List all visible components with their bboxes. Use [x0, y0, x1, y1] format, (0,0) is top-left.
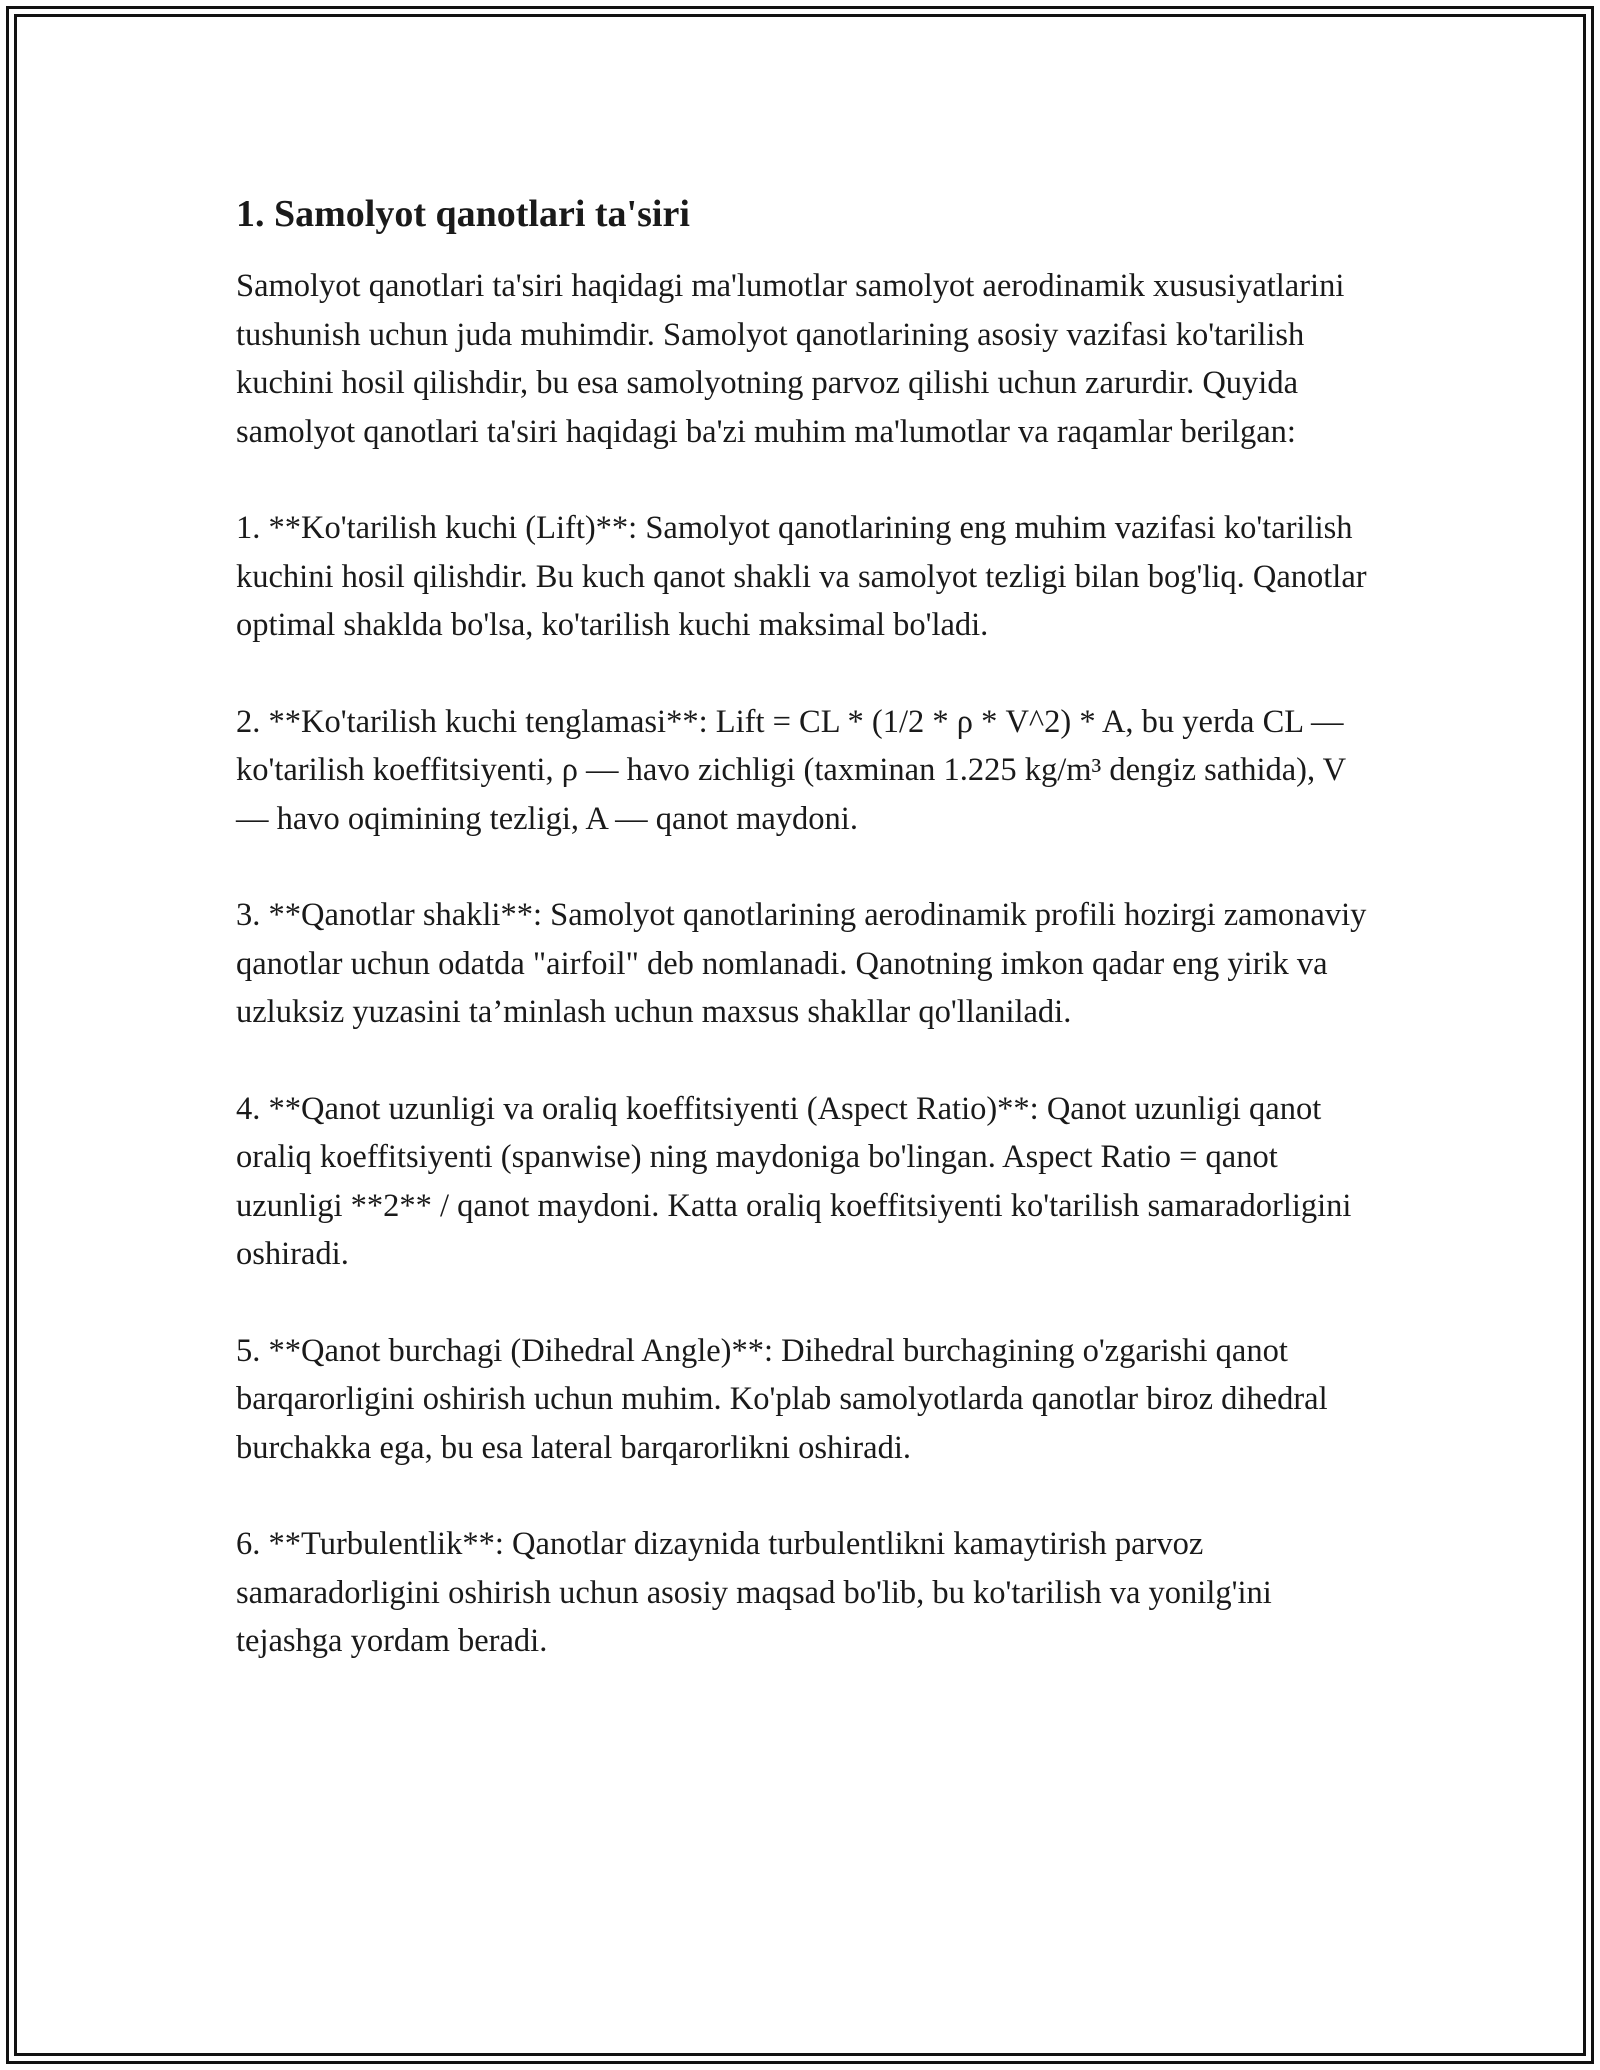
paragraph-wing-shape: 3. **Qanotlar shakli**: Samolyot qanotlarining aerodinamik profili hozirgi zamonaviy qanotlar uchun odatda "airfoil" deb nomlanadi. Qanotning imkon qadar eng yirik va uzluksiz yuzasini ta’minlash uchun maxsus shakllar qo'llaniladi.	[236, 897, 1367, 1030]
paragraph-lift-equation: 2. **Ko'tarilish kuchi tenglamasi**: Lift = CL * (1/2 * ρ * V^2) * A, bu yerda CL — ko'tarilish koeffitsiyenti, ρ — havo zichligi (taxminan 1.225 kg/m³ dengiz sathida), V — havo oqimining tezligi, A — qanot maydoni.	[236, 703, 1346, 837]
intro-paragraph: Samolyot qanotlari ta'siri haqidagi ma'lumotlar samolyot aerodinamik xususiyatlarini tushunish uchun juda muhimdir. Samolyot qanotlarining asosiy vazifasi ko'tarilish kuchini hosil qilishdir, bu esa samolyotning parvoz qilishi uchun zarurdir. Quyida samolyot qanotlari ta'siri haqidagi ba'zi muhim ma'lumotlar va raqamlar berilgan:	[236, 268, 1345, 450]
paragraph-aspect-ratio: 4. **Qanot uzunligi va oraliq koeffitsiyenti (Aspect Ratio)**: Qanot uzunligi qanot oraliq koeffitsiyenti (spanwise) ning maydoniga bo'lingan. Aspect Ratio = qanot uzunligi **2** / qanot maydoni. Katta oraliq koeffitsiyenti ko'tarilish samaradorligini oshiradi.	[236, 1090, 1352, 1272]
document-title: 1. Samolyot qanotlari ta'siri	[236, 193, 690, 235]
paragraph-turbulence: 6. **Turbulentlik**: Qanotlar dizaynida turbulentlikni kamaytirish parvoz samaradorligini oshirish uchun asosiy maqsad bo'lib, bu ko'tarilish va yonilg'ini tejashga yordam beradi.	[236, 1526, 1272, 1659]
paragraph-dihedral-angle: 5. **Qanot burchagi (Dihedral Angle)**: Dihedral burchagining o'zgarishi qanot barqarorligini oshirish uchun muhim. Ko'plab samolyotlarda qanotlar biroz dihedral burchakka ega, bu esa lateral barqarorlikni oshiradi.	[236, 1332, 1328, 1466]
document-body	[236, 186, 1376, 1714]
paragraph-lift: 1. **Ko'tarilish kuchi (Lift)**: Samolyot qanotlarining eng muhim vazifasi ko'tarilish kuchini hosil qilishdir. Bu kuch qanot shakli va samolyot tezligi bilan bog'liq. Qanotlar optimal shaklda bo'lsa, ko'tarilish kuchi maksimal bo'ladi.	[236, 510, 1367, 643]
